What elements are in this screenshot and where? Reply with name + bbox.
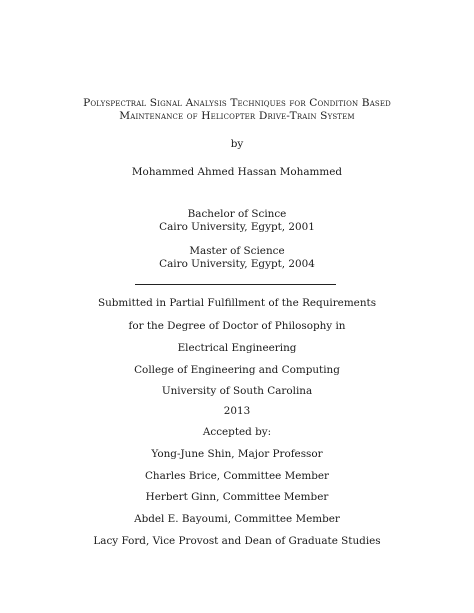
committee-member: Abdel E. Bayoumi, Committee Member bbox=[134, 513, 340, 525]
submission-line-1: Submitted in Partial Fulfillment of the Requirements bbox=[97, 297, 377, 309]
committee-member: Herbert Ginn, Committee Member bbox=[145, 491, 329, 503]
university-name: University of South Carolina bbox=[161, 385, 313, 397]
thesis-title-line-2: Maintenance of Helicopter Drive-Train System bbox=[119, 110, 355, 122]
bachelor-institution: Cairo University, Egypt, 2001 bbox=[159, 221, 315, 233]
separator-rule bbox=[135, 284, 336, 285]
submission-year: 2013 bbox=[223, 405, 251, 417]
committee-member: Charles Brice, Committee Member bbox=[144, 470, 329, 482]
by-label: by bbox=[230, 138, 244, 150]
master-degree: Master of Science bbox=[189, 245, 285, 257]
bachelor-degree: Bachelor of Scince bbox=[187, 208, 287, 220]
committee-member: Yong-June Shin, Major Professor bbox=[151, 448, 323, 460]
college-name: College of Engineering and Computing bbox=[134, 364, 340, 376]
field-of-study: Electrical Engineering bbox=[177, 342, 297, 354]
committee-member: Lacy Ford, Vice Provost and Dean of Graduate Studies bbox=[93, 535, 381, 547]
accepted-by-label: Accepted by: bbox=[202, 426, 272, 438]
master-institution: Cairo University, Egypt, 2004 bbox=[159, 258, 315, 270]
author-name: Mohammed Ahmed Hassan Mohammed bbox=[131, 166, 343, 178]
submission-line-2: for the Degree of Doctor of Philosophy in bbox=[128, 320, 346, 332]
thesis-title-line-1: Polyspectral Signal Analysis Techniques for Condition Based bbox=[83, 97, 391, 109]
